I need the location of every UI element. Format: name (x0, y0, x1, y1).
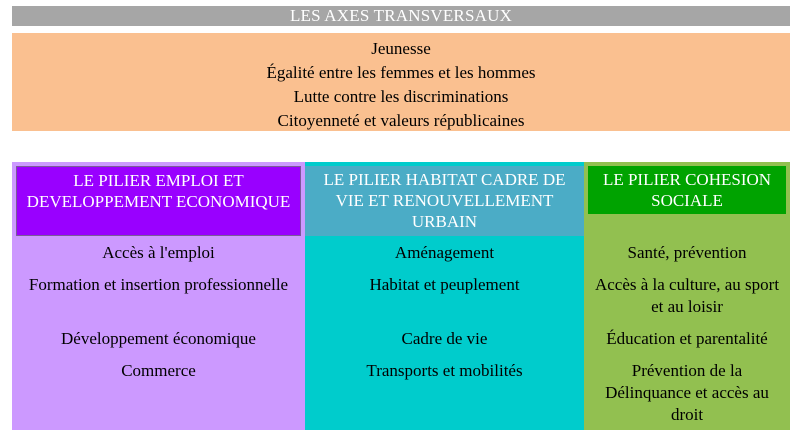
axes-item: Citoyenneté et valeurs républicaines (277, 111, 525, 130)
pillar-item: Accès à la culture, au sport et au loisir (594, 275, 780, 316)
pillar-item: Aménagement (394, 243, 495, 262)
pillar-item: Transports et mobilités (366, 361, 523, 380)
pillar-item: Habitat et peuplement (369, 275, 520, 294)
pillar-item: Développement économique (61, 329, 256, 348)
axes-item: Jeunesse (371, 39, 431, 58)
pillar-item: Commerce (121, 361, 196, 380)
pillar-habitat (305, 162, 584, 430)
axes-item: Lutte contre les discriminations (293, 87, 509, 106)
pillar-item: Cadre de vie (401, 329, 488, 348)
pillar-item: Éducation et parentalité (606, 329, 768, 348)
pillar-cohesion (584, 162, 790, 430)
pillar-item: Prévention de la Délinquance et accès au droit (605, 361, 769, 424)
pillar-cohesion-title: LE PILIER COHESION SOCIALE (588, 166, 786, 214)
pillar-item: Accès à l'emploi (102, 243, 215, 262)
pillar-emploi (12, 162, 305, 430)
pillar-habitat-title: LE PILIER HABITAT CADRE DE VIE ET RENOUVELLEMENT URBAIN (305, 166, 584, 236)
axes-list (12, 33, 790, 133)
axes-item: Égalité entre les femmes et les hommes (266, 63, 536, 82)
pillar-emploi-title: LE PILIER EMPLOI ET DEVELOPPEMENT ECONOMIQUE (16, 166, 301, 236)
pillar-item: Santé, prévention (627, 243, 747, 262)
axes-box (12, 31, 790, 131)
axes-header: LES AXES TRANSVERSAUX (12, 6, 790, 26)
pillar-item: Formation et insertion professionnelle (28, 275, 289, 294)
